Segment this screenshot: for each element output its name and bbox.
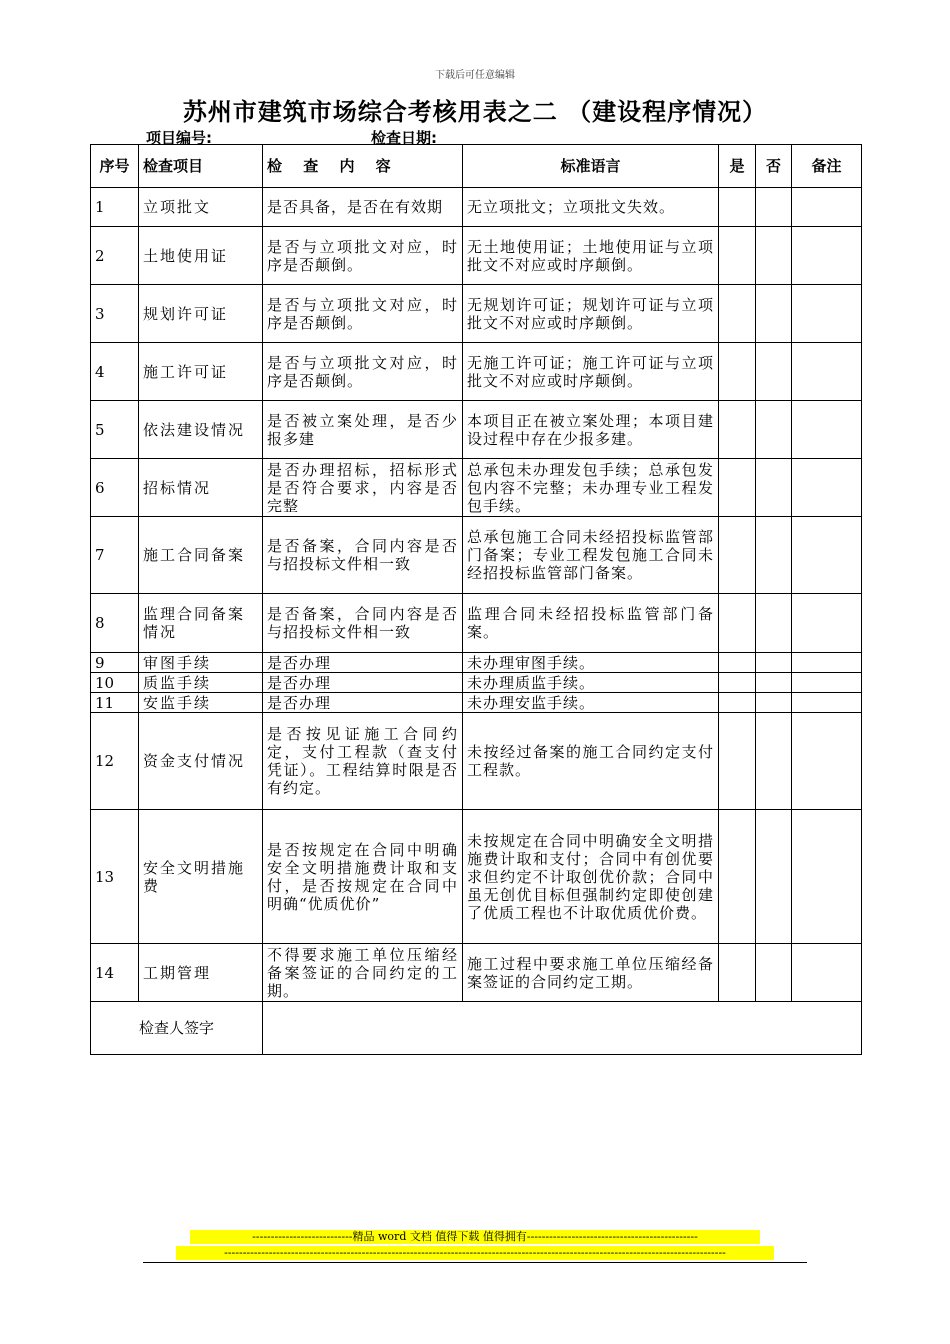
row-standard: 总承包未办理发包手续；总承包发包内容不完整；未办理专业工程发包手续。 (463, 459, 719, 517)
row-standard: 未办理质监手续。 (463, 673, 719, 693)
row-remark-cell[interactable] (792, 343, 862, 401)
row-no: 9 (91, 653, 139, 673)
row-remark-cell[interactable] (792, 285, 862, 343)
row-standard: 未办理审图手续。 (463, 653, 719, 673)
row-remark-cell[interactable] (792, 594, 862, 653)
row-remark-cell[interactable] (792, 188, 862, 227)
row-content: 是否备案，合同内容是否与招投标文件相一致 (263, 517, 463, 594)
row-yes-cell[interactable] (719, 653, 756, 673)
row-yes-cell[interactable] (719, 285, 756, 343)
table-row (91, 944, 862, 1002)
row-no: 7 (91, 517, 139, 594)
row-no-cell[interactable] (756, 693, 792, 713)
row-content: 是否办理招标，招标形式是否符合要求，内容是否完整 (263, 459, 463, 517)
row-item: 质监手续 (139, 673, 263, 693)
row-item: 招标情况 (139, 459, 263, 517)
signature-row (91, 1002, 862, 1055)
row-standard: 施工过程中要求施工单位压缩经备案签证的合同约定工期。 (463, 944, 719, 1002)
row-no-cell[interactable] (756, 713, 792, 810)
table-row (91, 517, 862, 594)
row-no-cell[interactable] (756, 188, 792, 227)
row-item: 工期管理 (139, 944, 263, 1002)
row-no-cell[interactable] (756, 673, 792, 693)
row-no: 1 (91, 188, 139, 227)
row-no: 3 (91, 285, 139, 343)
row-no: 11 (91, 693, 139, 713)
row-yes-cell[interactable] (719, 713, 756, 810)
table-row (91, 401, 862, 459)
row-standard: 本项目正在被立案处理；本项目建设过程中存在少报多建。 (463, 401, 719, 459)
row-item: 施工许可证 (139, 343, 263, 401)
table-row (91, 713, 862, 810)
row-no-cell[interactable] (756, 517, 792, 594)
row-item: 安全文明措施费 (139, 810, 263, 944)
row-item: 安监手续 (139, 693, 263, 713)
row-yes-cell[interactable] (719, 810, 756, 944)
table-row (91, 653, 862, 673)
row-content: 是否办理 (263, 693, 463, 713)
row-yes-cell[interactable] (719, 401, 756, 459)
page-title: 苏州市建筑市场综合考核用表之二 （建设程序情况） (182, 98, 768, 126)
row-content: 是否被立案处理，是否少报多建 (263, 401, 463, 459)
row-yes-cell[interactable] (719, 594, 756, 653)
top-note: 下载后可任意编辑 (435, 70, 515, 81)
table-row (91, 188, 862, 227)
row-item: 依法建设情况 (139, 401, 263, 459)
row-content: 是否具备，是否在有效期 (263, 188, 463, 227)
row-standard: 总承包施工合同未经招投标监管部门备案；专业工程发包施工合同未经招投标监管部门备案。 (463, 517, 719, 594)
row-content: 是否按见证施工合同约定，支付工程款（查支付凭证）。工程结算时限是否有约定。 (263, 713, 463, 810)
row-yes-cell[interactable] (719, 343, 756, 401)
row-item: 监理合同备案情况 (139, 594, 263, 653)
table-row (91, 594, 862, 653)
header-row (91, 145, 862, 188)
row-no-cell[interactable] (756, 810, 792, 944)
row-yes-cell[interactable] (719, 673, 756, 693)
row-content: 是否备案，合同内容是否与招投标文件相一致 (263, 594, 463, 653)
table-row (91, 693, 862, 713)
row-remark-cell[interactable] (792, 673, 862, 693)
row-no-cell[interactable] (756, 343, 792, 401)
row-standard: 未按规定在合同中明确安全文明措施费计取和支付；合同中有创优要求但约定不计取创优价款；合同中虽无创优目标但强制约定即使创建了优质工程也不计取优质优价费。 (463, 810, 719, 944)
row-item: 规划许可证 (139, 285, 263, 343)
footer-divider (143, 1262, 807, 1263)
row-yes-cell[interactable] (719, 459, 756, 517)
row-content: 是否办理 (263, 673, 463, 693)
row-content: 是否与立项批文对应，时序是否颠倒。 (263, 285, 463, 343)
table-row (91, 285, 862, 343)
row-no-cell[interactable] (756, 594, 792, 653)
row-remark-cell[interactable] (792, 227, 862, 285)
row-yes-cell[interactable] (719, 227, 756, 285)
header-remark: 备注 (792, 145, 862, 188)
header-item: 检查项目 (139, 145, 263, 188)
row-remark-cell[interactable] (792, 401, 862, 459)
table-row (91, 810, 862, 944)
row-no-cell[interactable] (756, 401, 792, 459)
row-standard: 未按经过备案的施工合同约定支付工程款。 (463, 713, 719, 810)
row-item: 立项批文 (139, 188, 263, 227)
header-no: 序号 (91, 145, 139, 188)
row-standard: 无施工许可证；施工许可证与立项批文不对应或时序颠倒。 (463, 343, 719, 401)
row-no: 8 (91, 594, 139, 653)
row-content: 是否办理 (263, 653, 463, 673)
row-no: 10 (91, 673, 139, 693)
row-no: 14 (91, 944, 139, 1002)
row-remark-cell[interactable] (792, 713, 862, 810)
row-item: 审图手续 (139, 653, 263, 673)
inspector-signature-label: 检查人签字 (91, 1002, 263, 1055)
table-row (91, 459, 862, 517)
header-yes: 是 (719, 145, 756, 188)
row-no-cell[interactable] (756, 459, 792, 517)
row-standard: 无规划许可证；规划许可证与立项批文不对应或时序颠倒。 (463, 285, 719, 343)
row-content: 不得要求施工单位压缩经备案签证的合同约定的工期。 (263, 944, 463, 1002)
row-no-cell[interactable] (756, 944, 792, 1002)
row-item: 土地使用证 (139, 227, 263, 285)
header-no-answer: 否 (756, 145, 792, 188)
row-yes-cell[interactable] (719, 944, 756, 1002)
row-no: 6 (91, 459, 139, 517)
row-remark-cell[interactable] (792, 653, 862, 673)
inspection-table (90, 144, 862, 1055)
row-no: 12 (91, 713, 139, 810)
row-standard: 无立项批文；立项批文失效。 (463, 188, 719, 227)
row-remark-cell[interactable] (792, 810, 862, 944)
row-yes-cell[interactable] (719, 517, 756, 594)
row-no-cell[interactable] (756, 227, 792, 285)
row-no-cell[interactable] (756, 653, 792, 673)
row-standard: 监理合同未经招投标监管部门备案。 (463, 594, 719, 653)
row-remark-cell[interactable] (792, 459, 862, 517)
table-row (91, 673, 862, 693)
row-no-cell[interactable] (756, 285, 792, 343)
row-remark-cell[interactable] (792, 693, 862, 713)
row-remark-cell[interactable] (792, 517, 862, 594)
row-no: 4 (91, 343, 139, 401)
row-content: 是否与立项批文对应，时序是否颠倒。 (263, 343, 463, 401)
check-date-label: 检查日期: (371, 129, 437, 147)
row-yes-cell[interactable] (719, 693, 756, 713)
row-yes-cell[interactable] (719, 188, 756, 227)
header-standard: 标准语言 (463, 145, 719, 188)
row-content: 是否按规定在合同中明确安全文明措施费计取和支付，是否按规定在合同中明确“优质优价” (263, 810, 463, 944)
row-no: 2 (91, 227, 139, 285)
row-no: 5 (91, 401, 139, 459)
footer-dash-line: --------------------------------------------------------------------------------------------------------------------------------------- (176, 1246, 774, 1260)
header-content: 检 查 内 容 (263, 145, 463, 188)
row-standard: 无土地使用证；土地使用证与立项批文不对应或时序颠倒。 (463, 227, 719, 285)
inspector-signature-field[interactable] (263, 1002, 862, 1055)
row-standard: 未办理安监手续。 (463, 693, 719, 713)
footer-banner: ---------------------------精品 word 文档 值得下载 值得拥有---------------------------------------------- (190, 1230, 760, 1244)
row-content: 是否与立项批文对应，时序是否颠倒。 (263, 227, 463, 285)
row-item: 施工合同备案 (139, 517, 263, 594)
table-row (91, 343, 862, 401)
row-remark-cell[interactable] (792, 944, 862, 1002)
project-no-label: 项目编号: (146, 129, 212, 147)
table-row (91, 227, 862, 285)
row-no: 13 (91, 810, 139, 944)
row-item: 资金支付情况 (139, 713, 263, 810)
